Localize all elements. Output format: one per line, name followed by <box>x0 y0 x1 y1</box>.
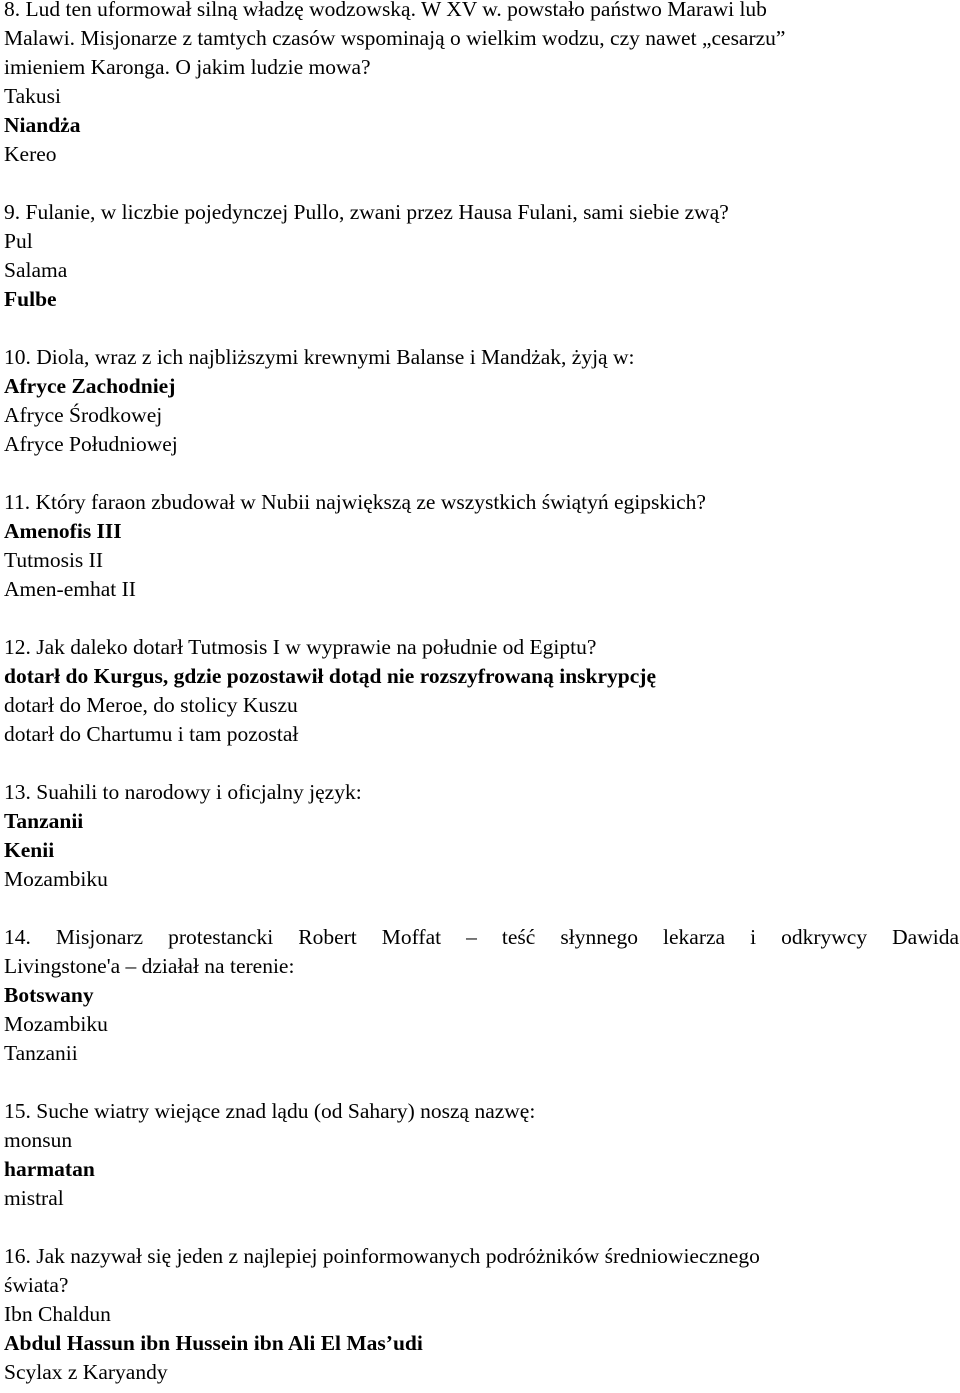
question-text-line: 13. Suahili to narodowy i oficjalny język: <box>4 780 362 804</box>
answer-option: Afryce Południowej <box>4 432 178 456</box>
question-block <box>4 633 959 749</box>
answer-option: Ibn Chaldun <box>4 1302 111 1326</box>
answer-option-correct: dotarł do Kurgus, gdzie pozostawił dotąd nie rozszyfrowaną inskrypcję <box>4 664 656 688</box>
answer-option-correct: harmatan <box>4 1157 95 1181</box>
question-text-line: 8. Lud ten uformował silną władzę wodzowską. W XV w. powstało państwo Marawi lub <box>4 0 767 21</box>
question-text-line: 11. Który faraon zbudował w Nubii największą ze wszystkich świątyń egipskich? <box>4 490 706 514</box>
answer-option: Tutmosis II <box>4 548 103 572</box>
answer-option: dotarł do Chartumu i tam pozostał <box>4 722 299 746</box>
answer-option-correct: Kenii <box>4 838 55 862</box>
spacer <box>4 1068 959 1097</box>
question-text-line: Malawi. Misjonarze z tamtych czasów wspominają o wielkim wodzu, czy nawet „cesarzu” <box>4 26 786 50</box>
answer-option: monsun <box>4 1128 73 1152</box>
question-text-line: 10. Diola, wraz z ich najbliższymi krewnymi Balanse i Mandżak, żyją w: <box>4 345 635 369</box>
answer-option: Afryce Środkowej <box>4 403 163 427</box>
question-text-line: Livingstone'a – działał na terenie: <box>4 954 295 978</box>
answer-option-correct: Afryce Zachodniej <box>4 374 176 398</box>
question-text-line: 16. Jak nazywał się jeden z najlepiej poinformowanych podróżników średniowiecznego <box>4 1244 760 1268</box>
question-block <box>4 0 959 169</box>
answer-option: Mozambiku <box>4 1012 108 1036</box>
spacer <box>4 1213 959 1242</box>
answer-option-correct: Tanzanii <box>4 809 84 833</box>
answer-option: dotarł do Meroe, do stolicy Kuszu <box>4 693 298 717</box>
question-block <box>4 343 959 459</box>
spacer <box>4 894 959 923</box>
answer-option: Mozambiku <box>4 867 108 891</box>
question-text-line: świata? <box>4 1273 69 1297</box>
question-text-line: 12. Jak daleko dotarł Tutmosis I w wyprawie na południe od Egiptu? <box>4 635 597 659</box>
spacer <box>4 314 959 343</box>
answer-option-correct: Abdul Hassun ibn Hussein ibn Ali El Mas’udi <box>4 1331 423 1355</box>
spacer <box>4 604 959 633</box>
answer-option-correct: Niandża <box>4 113 81 137</box>
answer-option: Tanzanii <box>4 1041 78 1065</box>
question-text-line: imieniem Karonga. O jakim ludzie mowa? <box>4 55 371 79</box>
spacer <box>4 459 959 488</box>
quiz-document <box>4 0 959 1387</box>
question-block <box>4 778 959 894</box>
question-text-line: 9. Fulanie, w liczbie pojedynczej Pullo, zwani przez Hausa Fulani, sami siebie zwą? <box>4 200 729 224</box>
answer-option: Amen-emhat II <box>4 577 136 601</box>
question-block <box>4 1097 959 1213</box>
answer-option: Scylax z Karyandy <box>4 1360 168 1384</box>
answer-option: mistral <box>4 1186 64 1210</box>
answer-option: Kereo <box>4 142 57 166</box>
spacer <box>4 749 959 778</box>
spacer <box>4 169 959 198</box>
answer-option: Takusi <box>4 84 62 108</box>
question-block <box>4 488 959 604</box>
answer-option: Salama <box>4 258 68 282</box>
answer-option-correct: Amenofis III <box>4 519 122 543</box>
question-block <box>4 923 959 1068</box>
answer-option-correct: Botswany <box>4 983 94 1007</box>
question-text-line: 15. Suche wiatry wiejące znad lądu (od Sahary) noszą nazwę: <box>4 1099 536 1123</box>
question-text-line: 14. Misjonarz protestancki Robert Moffat – teść słynnego lekarza i odkrywcy Dawida <box>4 925 959 949</box>
question-block <box>4 1242 959 1387</box>
answer-option-correct: Fulbe <box>4 287 57 311</box>
answer-option: Pul <box>4 229 33 253</box>
question-block <box>4 198 959 314</box>
